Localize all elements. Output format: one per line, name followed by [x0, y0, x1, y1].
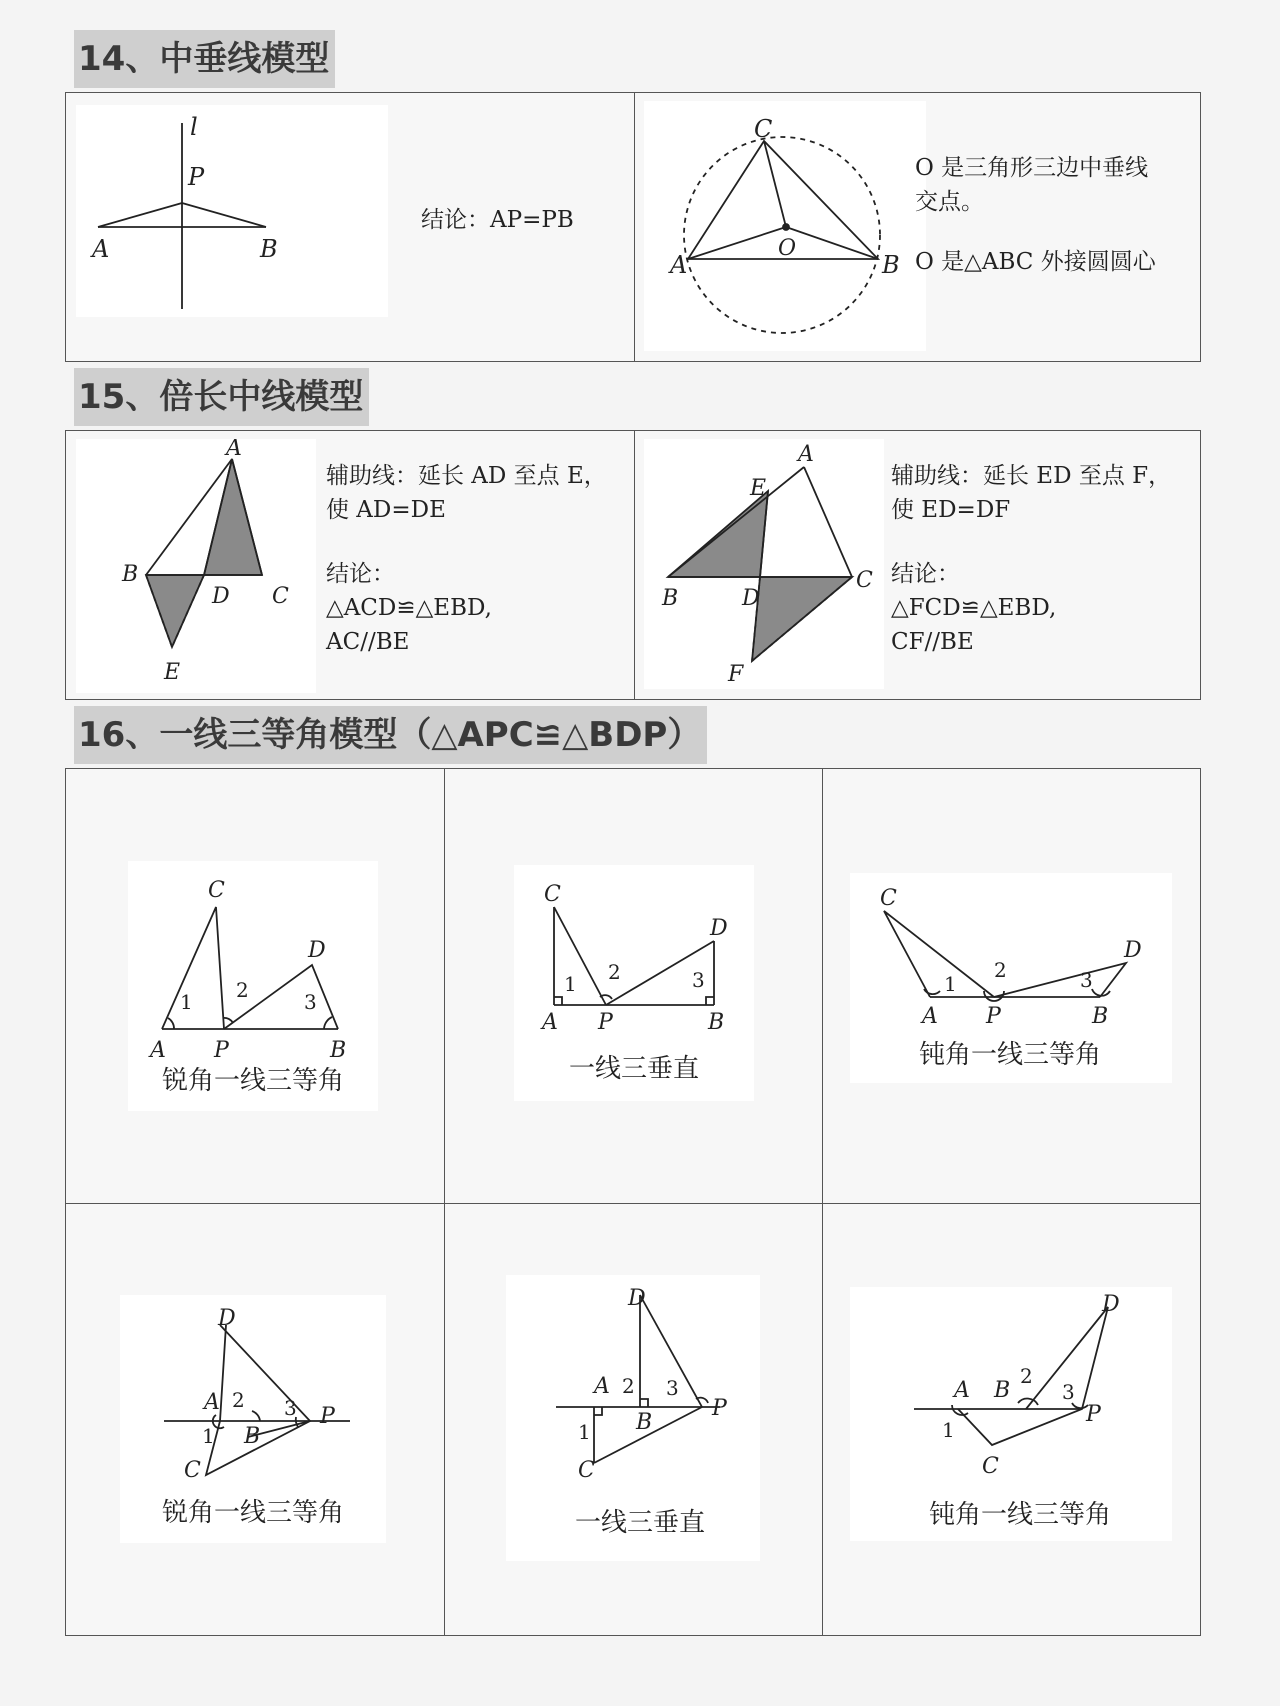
- label-b: B: [994, 1378, 1011, 1403]
- label-e: E: [164, 660, 181, 685]
- conclusion-label: 结论：: [891, 561, 960, 587]
- label-b: B: [122, 562, 139, 587]
- circumcenter-line-3: O 是△ABC 外接圆圆心: [915, 249, 1156, 275]
- label-c: C: [578, 1458, 595, 1483]
- label-p: P: [598, 1010, 613, 1035]
- angle-3: 3: [1080, 968, 1093, 992]
- aux-line-1: 辅助线：延长 ED 至点 F，: [891, 463, 1172, 489]
- acute-diagram: [128, 861, 378, 1111]
- label-b: B: [636, 1410, 653, 1435]
- section-14-box: [65, 92, 1201, 362]
- median-double-diagram-2: [644, 439, 884, 689]
- label-e: E: [750, 476, 767, 501]
- circumcenter-diagram: [644, 101, 926, 351]
- caption: 钝角一线三等角: [918, 1040, 1102, 1070]
- perp-bisector-figure: [76, 105, 388, 317]
- acute-diagram-2: [120, 1295, 386, 1543]
- section-15-title: 15、倍长中线模型: [74, 368, 369, 426]
- angle-2: 2: [994, 958, 1007, 982]
- label-c: C: [544, 882, 561, 907]
- label-a: A: [922, 1004, 938, 1029]
- angle-2: 2: [622, 1374, 635, 1398]
- circumcenter-figure: [644, 101, 926, 351]
- label-c: C: [856, 568, 873, 593]
- label-b: B: [708, 1010, 725, 1035]
- label-a: A: [594, 1374, 610, 1399]
- obtuse-diagram-2: [850, 1287, 1172, 1541]
- label-a: A: [204, 1390, 220, 1415]
- section-16-title: 16、一线三等角模型（△APC≌△BDP）: [74, 706, 707, 764]
- caption: 钝角一线三等角: [928, 1500, 1112, 1530]
- aux-line-1: 辅助线：延长 AD 至点 E，: [326, 463, 607, 489]
- perp-bisector-diagram: [76, 105, 388, 317]
- label-a: A: [92, 235, 110, 263]
- label-d: D: [218, 1306, 236, 1331]
- label-d: D: [1124, 938, 1142, 963]
- angle-1: 1: [202, 1424, 215, 1448]
- median-double-figure-2: [644, 439, 884, 689]
- caption: 一线三垂直: [574, 1508, 706, 1538]
- angle-3: 3: [1062, 1380, 1075, 1404]
- angle-1: 1: [578, 1420, 591, 1444]
- divider: [444, 769, 445, 1635]
- divider: [822, 769, 823, 1635]
- label-c: C: [754, 115, 773, 143]
- label-a: A: [150, 1038, 166, 1063]
- aux-line-2: 使 ED=DF: [891, 497, 1011, 523]
- circumcenter-line-2: 交点。: [915, 189, 984, 215]
- conclusion-text: 结论：AP=PB: [421, 207, 574, 233]
- divider: [634, 93, 635, 361]
- section-14-title: 14、中垂线模型: [74, 30, 335, 88]
- caption: 锐角一线三等角: [161, 1066, 345, 1096]
- label-a: A: [798, 442, 814, 467]
- conclusion-label: 结论：: [326, 561, 395, 587]
- label-b: B: [882, 251, 900, 279]
- median-double-figure-1: [76, 439, 316, 693]
- caption: 一线三垂直: [568, 1054, 700, 1084]
- label-a: A: [226, 439, 242, 461]
- angle-3: 3: [284, 1396, 297, 1420]
- label-c: C: [208, 878, 225, 903]
- angle-2: 2: [236, 978, 249, 1002]
- label-d: D: [742, 586, 760, 611]
- label-b: B: [1092, 1004, 1109, 1029]
- label-d: D: [710, 916, 728, 941]
- conclusion-line-1: △ACD≌△EBD,: [326, 595, 492, 621]
- angle-3: 3: [666, 1376, 679, 1400]
- label-c: C: [272, 584, 289, 609]
- circumcenter-line-1: O 是三角形三边中垂线: [915, 155, 1149, 181]
- angle-1: 1: [944, 972, 957, 996]
- divider: [66, 1203, 1200, 1204]
- conclusion-line-2: CF//BE: [891, 629, 974, 655]
- acute-figure: [128, 861, 378, 1111]
- label-b: B: [244, 1424, 261, 1449]
- angle-1: 1: [180, 990, 193, 1014]
- angle-3: 3: [692, 968, 705, 992]
- label-p: P: [320, 1404, 335, 1429]
- label-c: C: [880, 886, 897, 911]
- label-p: P: [188, 163, 205, 191]
- label-b: B: [330, 1038, 347, 1063]
- perpendicular-diagram-2: [506, 1275, 760, 1561]
- angle-3: 3: [304, 990, 317, 1014]
- label-p: P: [986, 1004, 1001, 1029]
- divider: [634, 431, 635, 699]
- obtuse-figure-2: [850, 1287, 1172, 1541]
- label-d: D: [308, 938, 326, 963]
- section-15-box: [65, 430, 1201, 700]
- label-p: P: [1086, 1402, 1101, 1427]
- acute-figure-2: [120, 1295, 386, 1543]
- conclusion-line-2: AC//BE: [326, 629, 410, 655]
- conclusion-line-1: △FCD≌△EBD,: [891, 595, 1057, 621]
- angle-2: 2: [232, 1388, 245, 1412]
- perpendicular-figure-2: [506, 1275, 760, 1561]
- angle-2: 2: [608, 960, 621, 984]
- label-a: A: [670, 251, 688, 279]
- label-d: D: [1102, 1292, 1120, 1317]
- angle-1: 1: [942, 1418, 955, 1442]
- perpendicular-diagram: [514, 865, 754, 1101]
- obtuse-figure: [850, 873, 1172, 1083]
- label-b: B: [260, 235, 278, 263]
- label-o: O: [778, 236, 797, 261]
- caption: 锐角一线三等角: [161, 1498, 345, 1528]
- label-p: P: [712, 1396, 727, 1421]
- angle-1: 1: [564, 972, 577, 996]
- angle-2: 2: [1020, 1364, 1033, 1388]
- perpendicular-figure: [514, 865, 754, 1101]
- label-a: A: [954, 1378, 970, 1403]
- label-d: D: [212, 584, 230, 609]
- label-l: l: [190, 113, 198, 141]
- label-a: A: [542, 1010, 558, 1035]
- label-c: C: [184, 1458, 201, 1483]
- section-16-grid: [65, 768, 1201, 1636]
- obtuse-diagram: [850, 873, 1172, 1083]
- label-b: B: [662, 586, 679, 611]
- label-f: F: [728, 662, 744, 687]
- label-c: C: [982, 1454, 999, 1479]
- label-d: D: [628, 1286, 646, 1311]
- aux-line-2: 使 AD=DE: [326, 497, 446, 523]
- label-p: P: [214, 1038, 229, 1063]
- median-double-diagram-1: [76, 439, 316, 693]
